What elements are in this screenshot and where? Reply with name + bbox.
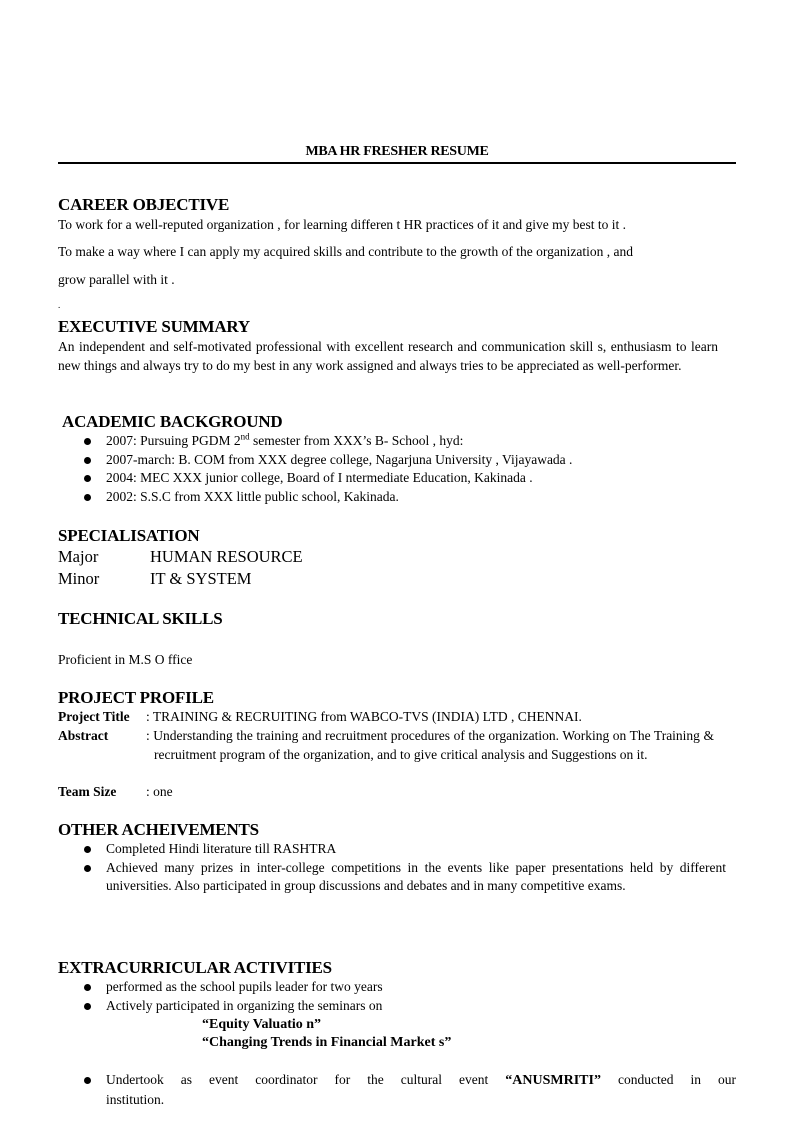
career-objective-line: To work for a well-reputed organization , for learning differen t HR practices of it and give my best to it . (58, 217, 627, 232)
specialisation-label: Minor (58, 569, 100, 588)
technical-skills-text: Proficient in M.S O ffice (58, 652, 193, 667)
career-objective-heading: CAREER OBJECTIVE (58, 195, 230, 214)
extracurricular-list-2 (58, 1071, 736, 1109)
specialisation-value: HUMAN RESOURCE (150, 547, 303, 566)
other-achievements-heading: OTHER ACHEIVEMENTS (58, 820, 259, 839)
project-profile-heading: PROJECT PROFILE (58, 688, 214, 707)
bullet-icon (84, 494, 91, 501)
academic-background-heading: ACADEMIC BACKGROUND (62, 412, 283, 431)
extracurricular-item: performed as the school pupils leader for two years (58, 978, 736, 997)
specialisation-minor (58, 568, 251, 590)
extracurricular-list (58, 978, 736, 1015)
abstract-row (58, 727, 714, 764)
technical-skills-heading: TECHNICAL SKILLS (58, 609, 223, 628)
academic-item: 2004: MEC XXX junior college, Board of I ntermediate Education, Kakinada . (58, 469, 736, 488)
title-divider (58, 162, 736, 164)
academic-item: 2007-march: B. COM from XXX degree college, Nagarjuna University , Vijayawada . (58, 451, 736, 470)
extracurricular-item: Undertook as event coordinator for the cultural event “ANUSMRITI” conducted in our institution. (58, 1071, 736, 1109)
specialisation-value: IT & SYSTEM (150, 569, 252, 588)
executive-summary-text: An independent and self-motivated professional with excellent research and communication skill s, enthusiasm to learn new things and always try to do my best in any work assigned and always tries to be appreciated as well-performer. (58, 339, 718, 373)
bullet-icon (84, 865, 91, 872)
team-size-label: Team Size (58, 784, 117, 799)
document-title: MBA HR FRESHER RESUME (305, 144, 489, 159)
academic-list (58, 432, 736, 506)
team-size-row (58, 783, 173, 802)
bullet-icon (84, 1077, 91, 1084)
bullet-icon (84, 438, 91, 445)
abstract-value: : Understanding the training and recruitment procedures of the organization. Working on The Training & recruitment program of the organization, and to give critical analysis and Suggestions on it. (146, 728, 714, 762)
career-objective-dot: . (58, 300, 61, 310)
specialisation-major (58, 546, 303, 568)
abstract-label: Abstract (58, 728, 109, 743)
specialisation-label: Major (58, 547, 99, 566)
team-size-value: : one (146, 784, 173, 799)
bullet-icon (84, 846, 91, 853)
achievement-item: Achieved many prizes in inter-college competitions in the events like paper presentations held by different universities. Also participated in group discussions and debates and in many competitive exams. (58, 859, 726, 896)
project-title-row (58, 708, 582, 727)
seminar-title: “Equity Valuatio n” (202, 1017, 322, 1032)
project-title-value: : TRAINING & RECRUITING from WABCO-TVS (INDIA) LTD , CHENNAI. (146, 709, 582, 724)
achievements-list (58, 840, 726, 896)
specialisation-heading: SPECIALISATION (58, 526, 200, 545)
bullet-icon (84, 457, 91, 464)
career-objective-line: To make a way where I can apply my acquired skills and contribute to the growth of the organization , and (58, 244, 634, 259)
bullet-icon (84, 984, 91, 991)
academic-item: 2002: S.S.C from XXX little public school, Kakinada. (58, 488, 736, 507)
extracurricular-item: Actively participated in organizing the seminars on (58, 997, 736, 1016)
bullet-icon (84, 475, 91, 482)
executive-summary-heading: EXECUTIVE SUMMARY (58, 317, 250, 336)
bullet-icon (84, 1003, 91, 1010)
seminar-title: “Changing Trends in Financial Market s” (202, 1035, 452, 1050)
achievement-item: Completed Hindi literature till RASHTRA (58, 840, 726, 859)
academic-item: 2007: Pursuing PGDM 2nd semester from XXX’s B- School , hyd: (58, 432, 736, 451)
career-objective-line: grow parallel with it . (58, 272, 175, 287)
extracurricular-heading: EXTRACURRICULAR ACTIVITIES (58, 958, 332, 977)
project-title-label: Project Title (58, 709, 130, 724)
